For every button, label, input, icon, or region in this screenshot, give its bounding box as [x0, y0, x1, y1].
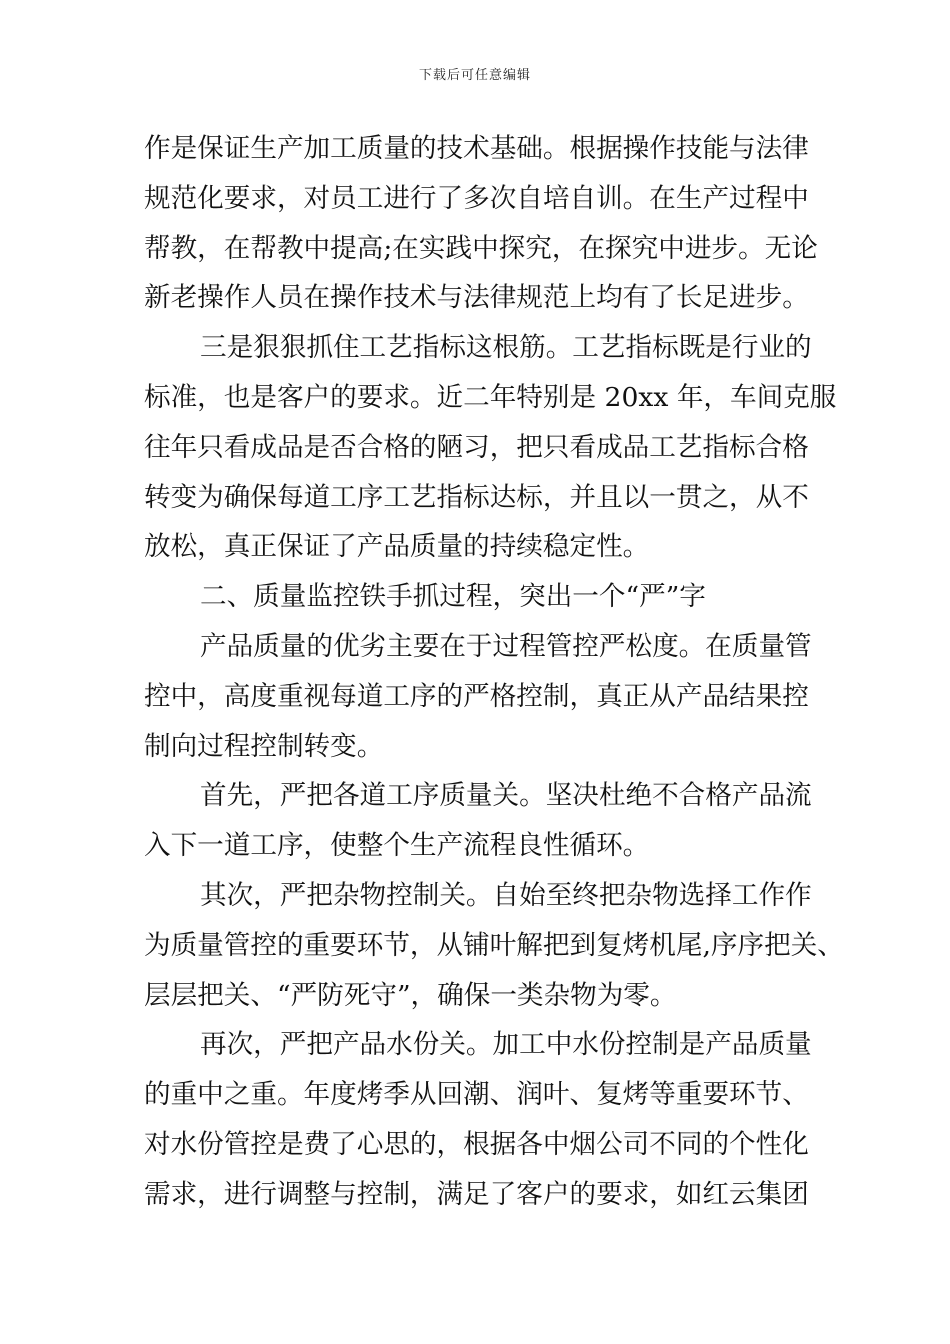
text-line: 为质量管控的重要环节，从铺叶解把到复烤机尾,序序把关、: [144, 929, 844, 961]
text-line: 二、质量监控铁手抓过程，突出一个“严”字: [200, 581, 706, 613]
page-header: 下载后可任意编辑: [418, 68, 531, 83]
text-line: 帮教，在帮教中提高;在实践中探究，在探究中进步。无论: [144, 232, 818, 264]
text-line: 其次，严把杂物控制关。自始至终把杂物选择工作作: [200, 879, 812, 911]
text-line: 控中，高度重视每道工序的严格控制，真正从产品结果控: [144, 680, 809, 712]
text-line: 产品质量的优劣主要在于过程管控严松度。在质量管: [200, 630, 812, 662]
text-line: 层层把关、“严防死守”，确保一类杂物为零。: [144, 979, 677, 1011]
text-line: 标准，也是客户的要求。近二年特别是 20xx 年，车间克服: [144, 381, 837, 413]
text-line: 作是保证生产加工质量的技术基础。根据操作技能与法律: [144, 133, 809, 164]
text-line: 放松，真正保证了产品质量的持续稳定性。: [144, 531, 650, 563]
text-line: 新老操作人员在操作技术与法律规范上均有了长足进步。: [144, 282, 809, 314]
text-line: 需求，进行调整与控制，满足了客户的要求，如红云集团: [144, 1178, 809, 1210]
text-line: 规范化要求，对员工进行了多次自培自训。在生产过程中: [144, 182, 809, 214]
text-line: 入下一道工序，使整个生产流程良性循环。: [144, 830, 650, 862]
text-line: 对水份管控是费了心思的，根据各中烟公司不同的个性化: [144, 1128, 809, 1160]
text-line: 首先，严把各道工序质量关。坚决杜绝不合格产品流: [200, 780, 812, 812]
text-line: 制向过程控制转变。: [144, 730, 384, 762]
text-line: 往年只看成品是否合格的陋习，把只看成品工艺指标合格: [144, 431, 809, 463]
text-line: 三是狠狠抓住工艺指标这根筋。工艺指标既是行业的: [200, 332, 812, 364]
text-line: 的重中之重。年度烤季从回潮、润叶、复烤等重要环节、: [144, 1079, 809, 1111]
document-body: [144, 124, 844, 1220]
text-line: 转变为确保每道工序工艺指标达标，并且以一贯之，从不: [144, 481, 809, 513]
text-line: 再次，严把产品水份关。加工中水份控制是产品质量: [200, 1029, 812, 1061]
